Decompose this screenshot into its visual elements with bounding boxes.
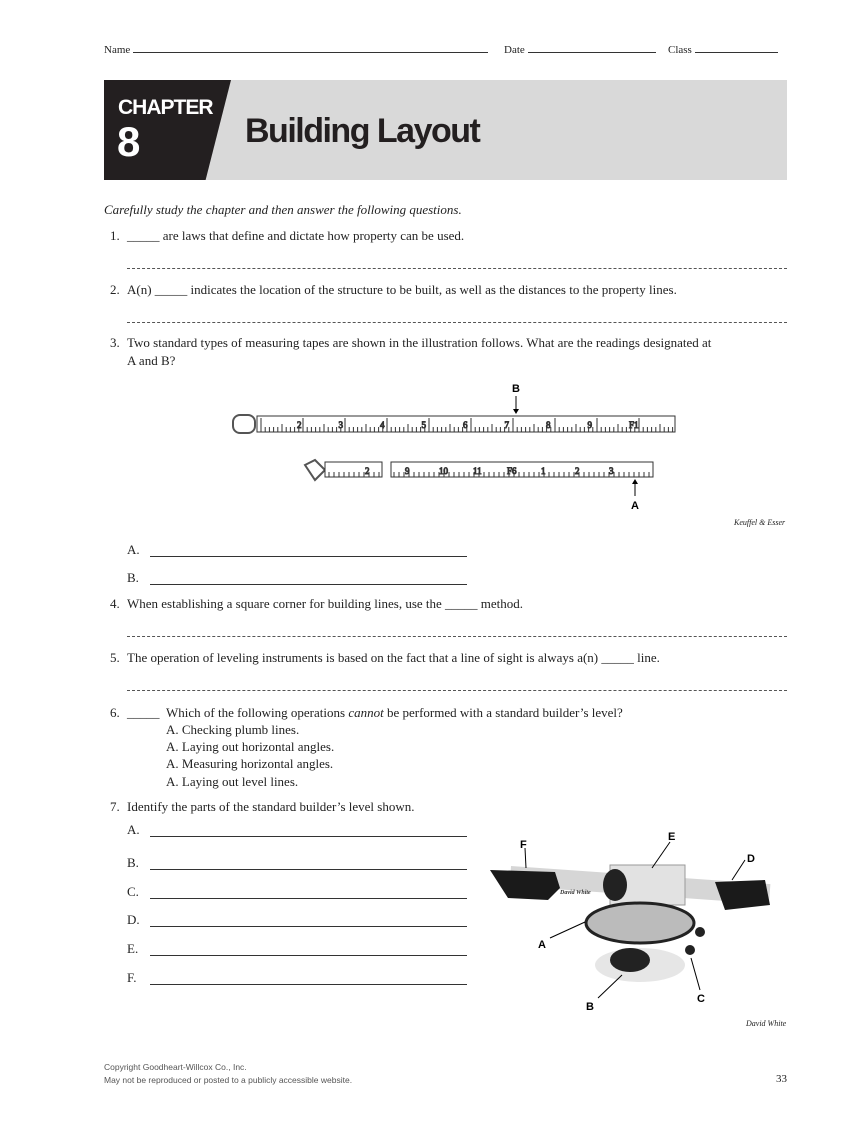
label-a: A <box>631 500 639 512</box>
option: A. Measuring horizontal angles. <box>166 756 334 771</box>
copyright-line: Copyright Goodheart-Willcox Co., Inc. <box>104 1062 247 1072</box>
tape-number: 2 <box>575 466 580 476</box>
tape-number: 7 <box>504 420 509 430</box>
page-number: 33 <box>776 1073 787 1085</box>
answer-line-2[interactable] <box>127 322 787 323</box>
builders-level-photo <box>480 820 790 1020</box>
option: A. Laying out horizontal angles. <box>166 739 335 754</box>
question-number: 6. <box>110 705 120 720</box>
tape-number: 6 <box>463 420 468 430</box>
chapter-number: 8 <box>117 118 141 165</box>
tape-clip-icon <box>305 460 325 480</box>
copyright-notice: May not be reproduced or posted to a publicly accessible website. <box>104 1075 353 1085</box>
tape-bottom <box>305 460 653 480</box>
question-number: 2. <box>110 282 120 297</box>
option: A. Checking plumb lines. <box>166 722 300 737</box>
question-3-text-cont: A and B? <box>127 353 176 368</box>
label-f: F <box>520 839 527 851</box>
class-field[interactable] <box>668 44 778 56</box>
label-c: C <box>697 993 705 1005</box>
tape-number: 9 <box>405 466 410 476</box>
answer-line-5[interactable] <box>127 690 787 691</box>
tape-top <box>233 415 675 433</box>
label-a: A <box>538 939 546 951</box>
answer-line-7[interactable] <box>150 836 467 837</box>
question-7-text: Identify the parts of the standard builder’s level shown. <box>127 799 415 814</box>
tape-number: 11 <box>473 466 482 476</box>
tape-number: 3 <box>338 420 343 430</box>
answer-label: E. <box>127 941 139 956</box>
question-2-text: A(n) _____ indicates the location of the structure to be built, as well as the distances to the property lines. <box>127 282 677 297</box>
class-label: Class <box>668 44 692 56</box>
answer-label: A. <box>127 822 140 837</box>
tape-number: 10 <box>439 466 448 476</box>
date-field[interactable] <box>504 44 656 56</box>
answer-line-1[interactable] <box>127 268 787 269</box>
answer-line-4[interactable] <box>127 636 787 637</box>
answer-line-7[interactable] <box>150 869 467 870</box>
page-title: Building Layout <box>245 112 480 150</box>
answer-label-a: A. <box>127 542 140 557</box>
label-b: B <box>512 383 520 395</box>
question-5-text: The operation of leveling instruments is based on the fact that a line of sight is always a(n) _____ line. <box>127 650 660 665</box>
name-field[interactable] <box>104 44 488 56</box>
question-4-text: When establishing a square corner for building lines, use the _____ method. <box>127 596 524 611</box>
tape-number: 3 <box>609 466 614 476</box>
answer-line-3a[interactable] <box>150 556 467 557</box>
label-b: B <box>586 1001 594 1013</box>
tape-credit: Keuffel & Esser <box>734 518 786 527</box>
answer-line-7[interactable] <box>150 955 467 956</box>
tape-number: F1 <box>629 420 639 430</box>
answer-blank-6[interactable]: _____ <box>127 705 160 720</box>
eyepiece-shape <box>490 870 560 900</box>
chapter-label: CHAPTER <box>118 96 213 119</box>
question-number: 4. <box>110 596 120 611</box>
tape-number: 8 <box>546 420 551 430</box>
tape-number: F6 <box>507 466 517 476</box>
question-6-text: Which of the following operations cannot be performed with a standard builder’s level? <box>166 705 623 720</box>
answer-label: B. <box>127 855 139 870</box>
answer-label: F. <box>127 970 137 985</box>
tape-number: 1 <box>541 466 546 476</box>
answer-label: D. <box>127 912 140 927</box>
measuring-tapes-illustration <box>225 380 695 515</box>
question-number: 1. <box>110 228 120 243</box>
tape-number: 2 <box>365 466 370 476</box>
answer-label-b: B. <box>127 570 139 585</box>
tape-ring-icon <box>233 415 255 433</box>
instructions: Carefully study the chapter and then answer the following questions. <box>104 202 462 217</box>
name-label: Name <box>104 44 131 56</box>
objective-shape <box>715 880 770 910</box>
label-d: D <box>747 853 755 865</box>
level-credit: David White <box>746 1019 787 1028</box>
question-number: 5. <box>110 650 120 665</box>
answer-label: C. <box>127 884 139 899</box>
question-3-text: Two standard types of measuring tapes are shown in the illustration follows. What are the readings designated at <box>127 335 712 350</box>
tape-number: 5 <box>421 420 426 430</box>
svg-text:David White: David White <box>560 890 591 896</box>
answer-line-7[interactable] <box>150 898 467 899</box>
answer-line-3b[interactable] <box>150 584 467 585</box>
tape-number: 4 <box>380 420 385 430</box>
label-e: E <box>668 831 676 843</box>
tape-number: 2 <box>297 420 302 430</box>
date-label: Date <box>504 44 525 56</box>
answer-line-7[interactable] <box>150 984 467 985</box>
question-number: 7. <box>110 799 120 814</box>
question-1-text: _____ are laws that define and dictate how property can be used. <box>127 228 465 243</box>
option: A. Laying out level lines. <box>166 774 299 789</box>
answer-line-7[interactable] <box>150 926 467 927</box>
question-number: 3. <box>110 335 120 350</box>
tape-number: 9 <box>587 420 592 430</box>
